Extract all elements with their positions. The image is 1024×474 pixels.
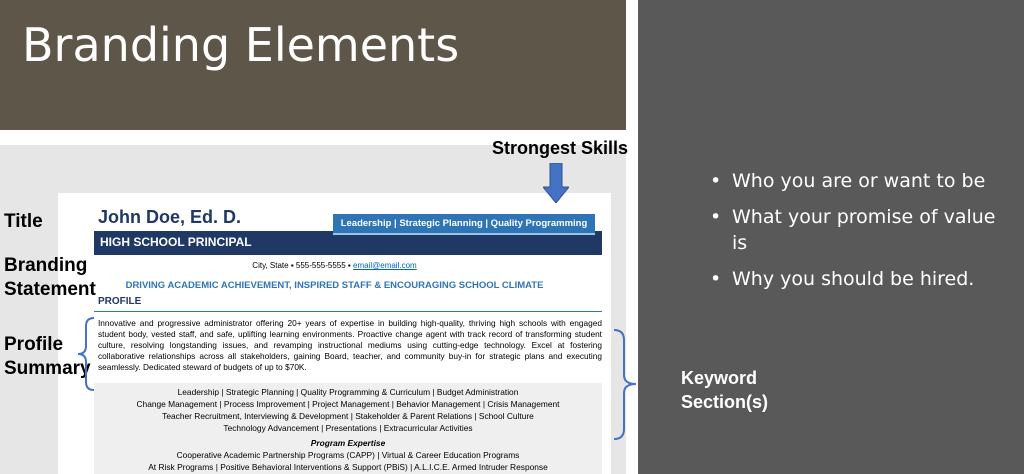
keyword-bracket-icon xyxy=(612,328,638,442)
keyword-section xyxy=(94,383,602,474)
strongest-skills-box: Leadership | Strategic Planning | Quality Programming xyxy=(333,214,595,235)
program-line: At Risk Programs | Positive Behavioral Interventions & Support (PBiS) | A.L.I.C.E. Armed Intruder Response xyxy=(148,462,548,472)
label-title: Title xyxy=(4,211,43,232)
bullet-dot-icon: • xyxy=(710,170,722,192)
resume-name: John Doe, Ed. D. xyxy=(98,207,242,227)
down-arrow-icon xyxy=(543,163,569,203)
bullet-text: Why you should be hired. xyxy=(732,268,975,290)
slide-title: Branding Elements xyxy=(22,18,460,72)
label-branding-line1: Branding xyxy=(4,255,88,276)
keyword-line: Teacher Recruitment, Interviewing & Development | Stakeholder & Parent Relations | School Culture xyxy=(162,411,534,421)
keyword-line: Leadership | Strategic Planning | Quality Programming & Curriculum | Budget Administration xyxy=(177,387,519,397)
slide-title-bar xyxy=(0,0,626,130)
bullet-dot-icon: • xyxy=(710,206,722,228)
bullet-list xyxy=(710,168,1010,302)
profile-divider xyxy=(94,311,602,312)
contact-email-link[interactable]: email@email.com xyxy=(353,261,417,270)
bullet-item xyxy=(710,204,1010,256)
contact-text: City, State ▪ 555-555-5555 ▪ xyxy=(252,261,351,270)
label-profile-line1: Profile xyxy=(4,334,64,355)
bullet-item xyxy=(710,168,1010,194)
label-branding xyxy=(4,254,96,302)
resume-sample xyxy=(58,193,611,474)
label-keyword-section xyxy=(681,366,768,414)
program-line: Cooperative Academic Partnership Programs (CAPP) | Virtual & Career Education Programs xyxy=(176,450,520,460)
label-profile-line2: Summary xyxy=(4,358,91,379)
profile-heading: PROFILE xyxy=(98,296,142,307)
program-expertise-heading: Program Expertise xyxy=(310,438,386,448)
label-branding-line2: Statement xyxy=(4,279,96,300)
resume-role: HIGH SCHOOL PRINCIPAL xyxy=(100,235,252,249)
bullet-text: Who you are or want to be xyxy=(732,170,986,192)
bullet-dot-icon: • xyxy=(710,268,722,290)
branding-statement: DRIVING ACADEMIC ACHIEVEMENT, INSPIRED STAFF & ENCOURAGING SCHOOL CLIMATE xyxy=(125,280,544,291)
profile-summary-text: Innovative and progressive administrator offering 20+ years of expertise in building high-quality, thriving high schools with engaged student body, vested staff, and safe, uplifting learning environments. Proactive change agent with track record of transforming student culture, resolving longstanding issues, and revamping instructional mediums using cutting-edge technology. Excel at fostering collaborative relationships across all stakeholders, gaining Board, teacher, and community buy-in for strategic plans and executing seamlessly. Dedicated steward of budgets of up to $70K. xyxy=(98,318,602,372)
label-keyword-line1: Keyword xyxy=(681,368,758,388)
bullet-item xyxy=(710,266,1010,292)
resume-contact xyxy=(58,261,611,270)
keyword-line: Technology Advancement | Presentations | Extracurricular Activities xyxy=(223,423,473,433)
bullet-text: What your promise of value is xyxy=(732,206,996,254)
label-keyword-line2: Section(s) xyxy=(681,392,769,412)
profile-bracket-icon xyxy=(76,316,96,392)
keyword-line: Change Management | Process Improvement | Project Management | Behavior Management | Crisis Management xyxy=(136,399,560,409)
label-strongest-skills: Strongest Skills xyxy=(492,138,629,158)
